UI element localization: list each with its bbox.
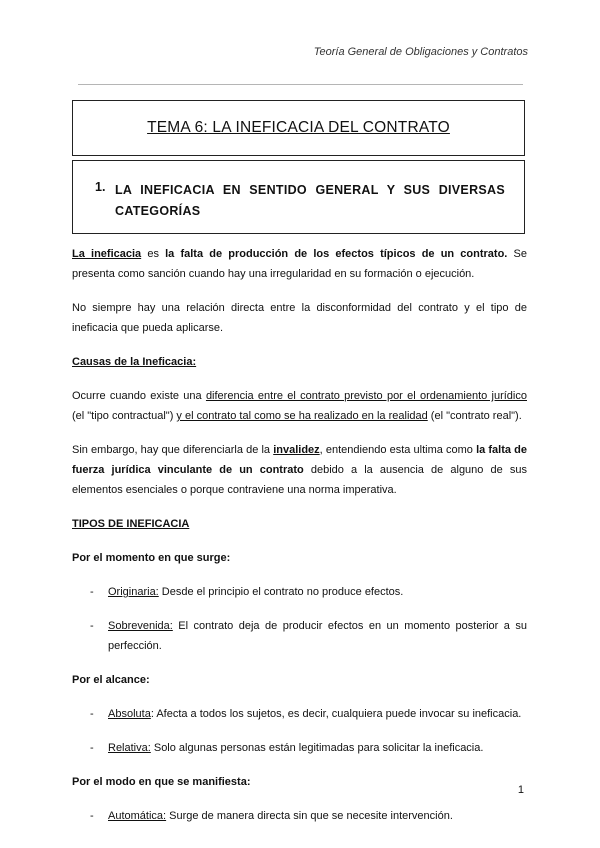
text-run: Ocurre cuando existe una bbox=[72, 390, 206, 402]
page-number: 1 bbox=[517, 784, 524, 796]
list-item bbox=[72, 616, 527, 656]
type-description: : Afecta a todos los sujetos, es decir, cualquiera puede invocar su ineficacia. bbox=[150, 708, 522, 720]
term-invalidez: invalidez bbox=[273, 444, 320, 456]
term-ineficacia: La ineficacia bbox=[72, 248, 142, 260]
section-number: 1. bbox=[95, 180, 106, 194]
list-item bbox=[72, 806, 527, 826]
section-title: LA INEFICACIA EN SENTIDO GENERAL Y SUS DIVERSAS CATEGORÍAS bbox=[115, 183, 505, 218]
paragraph-relation: No siempre hay una relación directa entre la disconformidad del contrato y el tipo de ineficacia que pueda aplicarse. bbox=[72, 302, 527, 334]
type-description: El contrato deja de producir efectos en un momento posterior a su perfección. bbox=[108, 620, 527, 652]
type-list bbox=[72, 582, 527, 656]
text-run: (el "contrato real"). bbox=[427, 410, 522, 422]
list-item bbox=[72, 738, 527, 758]
text-run: Se presenta como sanción cuando hay una irregularidad en su formación o ejecución. bbox=[72, 248, 527, 280]
dash-bullet: - bbox=[90, 742, 94, 754]
list-item bbox=[72, 582, 527, 602]
text-run: Sin embargo, hay que diferenciarla de la bbox=[72, 444, 274, 456]
bold-phrase: la falta de fuerza jurídica vinculante de un contrato bbox=[72, 444, 527, 476]
type-list bbox=[72, 704, 527, 758]
list-item bbox=[72, 704, 527, 724]
group-heading: Por el alcance: bbox=[72, 674, 150, 686]
type-term: Automática: bbox=[108, 810, 167, 822]
type-description: Solo algunas personas están legitimadas para solicitar la ineficacia. bbox=[150, 742, 484, 754]
section-heading-box bbox=[72, 160, 525, 234]
text-run: debido a la ausencia de alguno de sus elementos esenciales o porque contraviene una norma imperativa. bbox=[72, 464, 527, 496]
type-term: Relativa: bbox=[108, 742, 151, 754]
paragraph-definition bbox=[72, 244, 527, 284]
document-title: TEMA 6: LA INEFICACIA DEL CONTRATO bbox=[147, 119, 450, 136]
type-term: Absoluta bbox=[108, 708, 151, 720]
type-term: Originaria: bbox=[108, 586, 159, 598]
type-term: Sobrevenida: bbox=[108, 620, 173, 632]
text-run: (el "tipo contractual") bbox=[72, 410, 177, 422]
header-divider bbox=[78, 84, 523, 85]
tipos-heading: TIPOS DE INEFICACIA bbox=[72, 518, 190, 530]
title-box bbox=[72, 100, 525, 156]
document-body bbox=[72, 244, 527, 826]
dash-bullet: - bbox=[90, 810, 94, 822]
definition-text: la falta de producción de los efectos típicos de un contrato. bbox=[165, 248, 508, 260]
group-heading: Por el modo en que se manifiesta: bbox=[72, 776, 251, 788]
paragraph-causas bbox=[72, 386, 527, 426]
dash-bullet: - bbox=[90, 708, 94, 720]
text-run: , entendiendo esta ultima como bbox=[319, 444, 477, 456]
type-description: Surge de manera directa sin que se necesite intervención. bbox=[166, 810, 453, 822]
dash-bullet: - bbox=[90, 586, 94, 598]
type-description: Desde el principio el contrato no produce efectos. bbox=[158, 586, 404, 598]
causas-heading: Causas de la Ineficacia: bbox=[72, 356, 197, 368]
group-heading: Por el momento en que surge: bbox=[72, 552, 231, 564]
type-list bbox=[72, 806, 527, 826]
text-run: es bbox=[141, 248, 166, 260]
underlined-phrase: y el contrato tal como se ha realizado en la realidad bbox=[176, 410, 428, 422]
dash-bullet: - bbox=[90, 620, 94, 632]
underlined-phrase: diferencia entre el contrato previsto por el ordenamiento jurídico bbox=[205, 390, 527, 402]
running-header: Teoría General de Obligaciones y Contratos bbox=[313, 46, 528, 58]
paragraph-invalidez bbox=[72, 440, 527, 500]
